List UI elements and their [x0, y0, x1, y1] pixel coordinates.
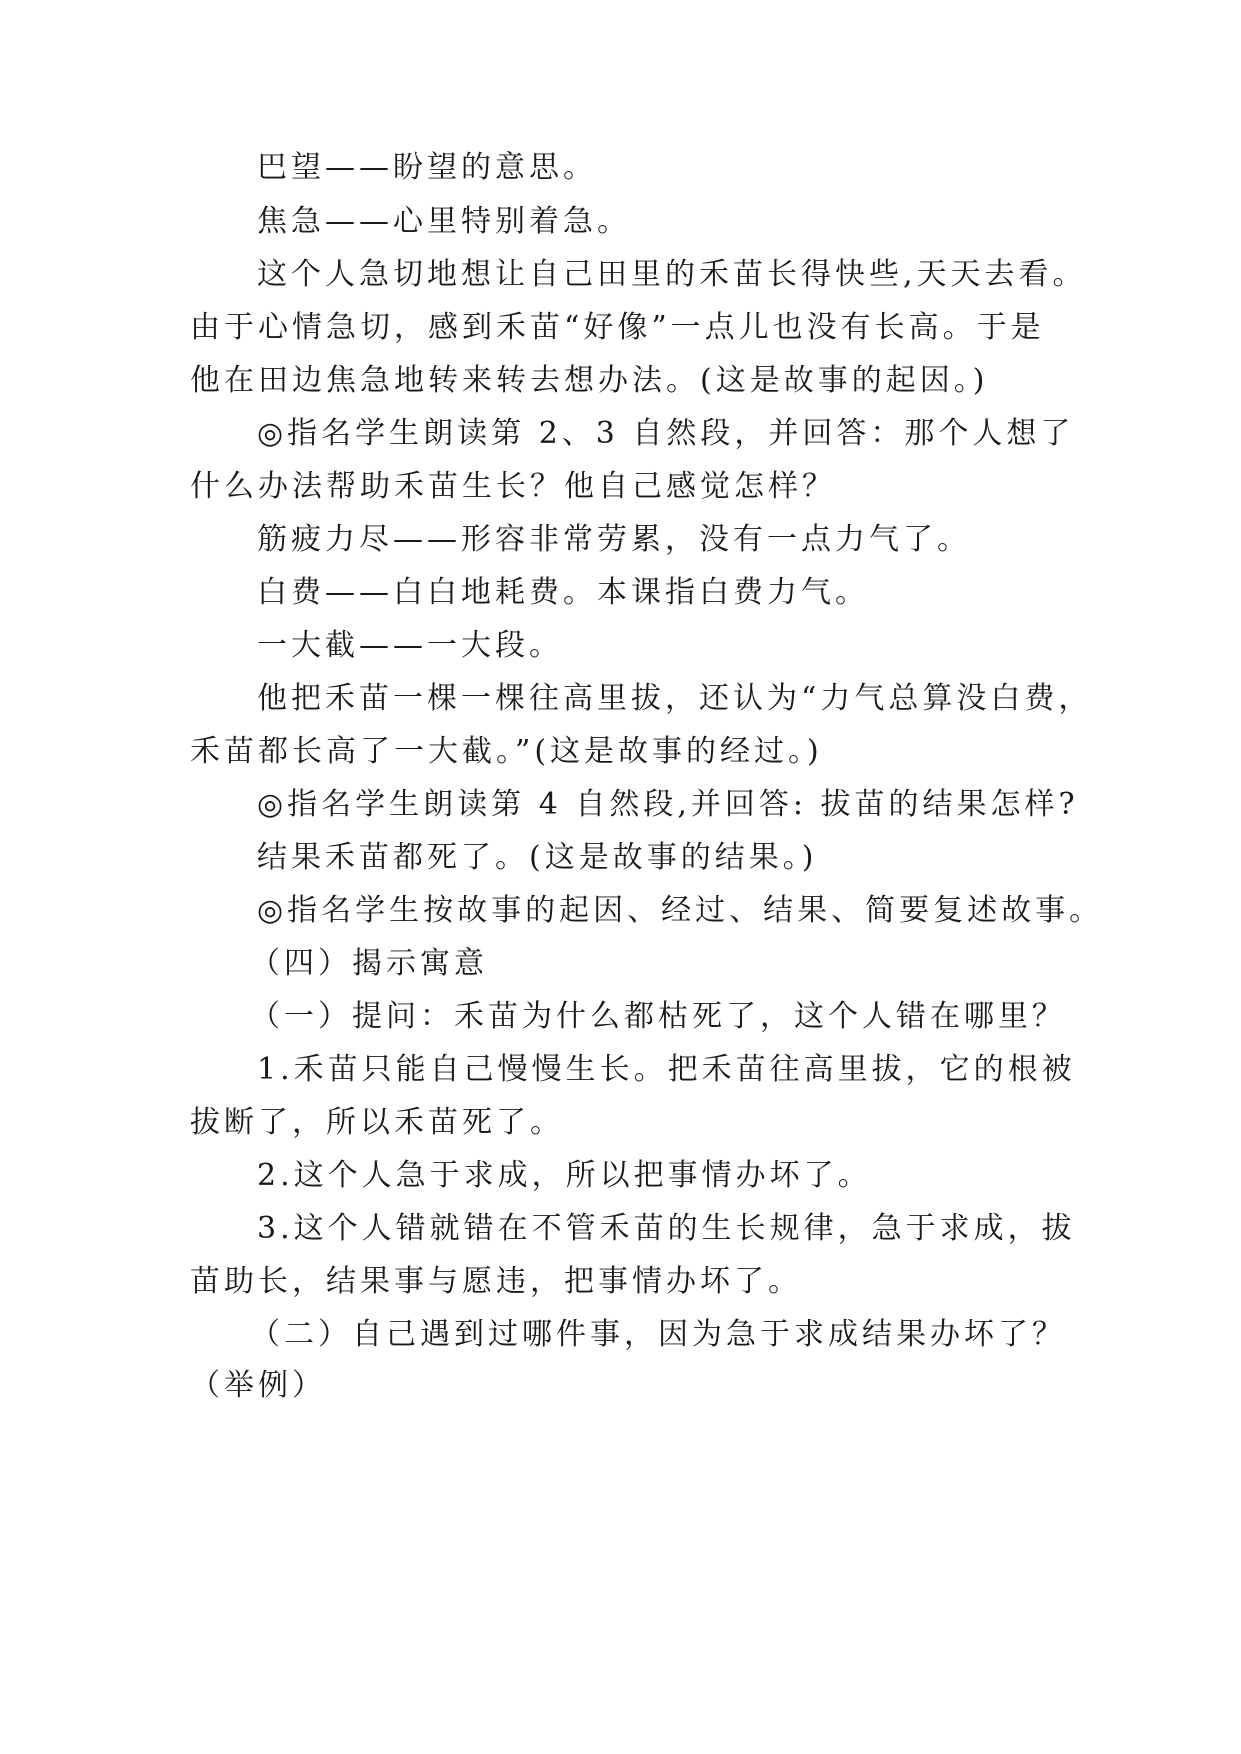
text-line: 结果禾苗都死了。(这是故事的结果。): [257, 840, 818, 875]
text-line: （举例）: [190, 1368, 326, 1403]
text-line: （一）提问：禾苗为什么都枯死了，这个人错在哪里？: [250, 999, 1066, 1034]
text-line: （二）自己遇到过哪件事，因为急于求成结果办坏了？: [250, 1317, 1066, 1352]
text-line: 苗助长，结果事与愿违，把事情办坏了。: [190, 1264, 802, 1299]
text-line: 3.这个人错就错在不管禾苗的生长规律，急于求成，拔: [257, 1211, 1076, 1246]
text-line: 白费——白白地耗费。本课指白费力气。: [257, 575, 869, 610]
text-line: 他把禾苗一棵一棵往高里拔，还认为“力气总算没白费，: [257, 681, 1093, 716]
text-line: 一大截——一大段。: [257, 628, 563, 663]
text-line: 由于心情急切，感到禾苗“好像”一点儿也没有长高。于是: [190, 310, 1045, 345]
text-line: 拔断了，所以禾苗死了。: [190, 1105, 564, 1140]
text-line: 这个人急切地想让自己田里的禾苗长得快些,天天去看。: [257, 257, 1087, 292]
text-line: ◎指名学生朗读第 2、3 自然段，并回答：那个人想了: [257, 416, 1075, 451]
text-line: 2.这个人急于求成，所以把事情办坏了。: [257, 1158, 872, 1193]
text-line: 焦急——心里特别着急。: [257, 204, 631, 239]
text-line: 巴望——盼望的意思。: [257, 150, 597, 185]
text-line: ◎指名学生朗读第 4 自然段,并回答: 拔苗的结果怎样?: [257, 787, 1079, 822]
section-heading: （四）揭示寓意: [250, 946, 488, 981]
text-line: 什么办法帮助禾苗生长？他自己感觉怎样？: [190, 469, 836, 504]
text-line: 1.禾苗只能自己慢慢生长。把禾苗往高里拔，它的根被: [257, 1052, 1076, 1087]
text-line: 筋疲力尽——形容非常劳累，没有一点力气了。: [257, 522, 971, 557]
text-line: 禾苗都长高了一大截。”(这是故事的经过。): [190, 734, 823, 769]
text-line: ◎指名学生按故事的起因、经过、结果、简要复述故事。: [257, 893, 1104, 928]
text-line: 他在田边焦急地转来转去想办法。(这是故事的起因。): [190, 363, 989, 398]
